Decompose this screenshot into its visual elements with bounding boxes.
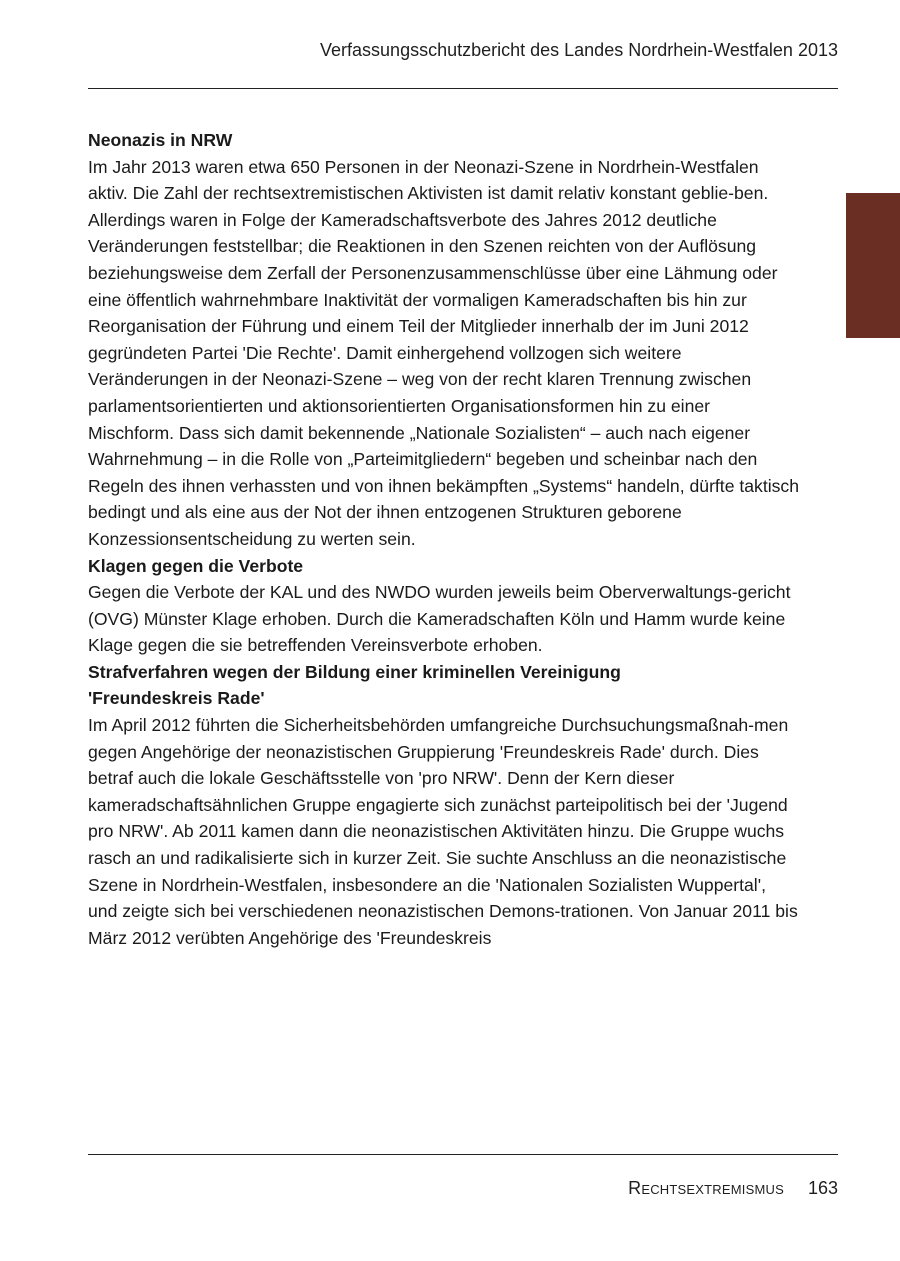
page-body xyxy=(88,127,800,951)
chapter-tab-marker xyxy=(846,193,900,338)
section-paragraph-neonazis: Im Jahr 2013 waren etwa 650 Personen in der Neonazi-Szene in Nordrhein-Westfalen aktiv. Die Zahl der rechtsextremistischen Aktivisten ist damit relativ konstant geblie-ben. Allerdings waren in Folge der Kameradschaftsverbote des Jahres 2012 deutliche Veränderungen feststellbar; die Reaktionen in den Szenen reichten von der Auflösung beziehungsweise dem Zerfall der Personenzusammenschlüsse über eine Lähmung oder eine öffentlich wahrnehmbare Inaktivität der vormaligen Kameradschaften bis hin zur Reorganisation der Führung und einem Teil der Mitglieder innerhalb der im Juni 2012 gegründeten Partei 'Die Rechte'. Damit einhergehend vollzogen sich weitere Veränderungen in der Neonazi-Szene – weg von der recht klaren Trennung zwischen parlamentsorientierten und aktionsorientierten Organisationsformen hin zu einer Mischform. Dass sich damit bekennende „Nationale Sozialisten“ – auch nach eigener Wahrnehmung – in die Rolle von „Parteimitgliedern“ begeben und scheinbar nach den Regeln des ihnen verhassten und von ihnen bekämpften „Systems“ handeln, dürfte taktisch bedingt und als eine aus der Not der ihnen entzogenen Strukturen geborene Konzessionsentscheidung zu werten sein. xyxy=(88,156,800,549)
section-heading-neonazis: Neonazis in NRW xyxy=(88,130,233,150)
footer-rule xyxy=(88,1154,838,1155)
running-header: Verfassungsschutzbericht des Landes Nordrhein-Westfalen 2013 xyxy=(320,40,838,60)
footer-section-label: Rechtsextremismus xyxy=(628,1178,784,1198)
section-paragraph-freundeskreis: Im April 2012 führten die Sicherheitsbehörden umfangreiche Durchsuchungsmaßnah-men gegen Angehörige der neonazistischen Gruppierung 'Freundeskreis Rade' durch. Dies betraf auch die lokale Geschäftsstelle von 'pro NRW'. Denn der Kern dieser kameradschaftsähnlichen Gruppe engagierte sich zunächst parteipolitisch bei der 'Jugend pro NRW'. Ab 2011 kamen dann die neonazistischen Aktivitäten hinzu. Die Gruppe wuchs rasch an und radikalisierte sich in kurzer Zeit. Sie suchte Anschluss an die neonazistische Szene in Nordrhein-Westfalen, insbesondere an die 'Nationalen Sozialisten Wuppertal', und zeigte sich bei verschiedenen neonazistischen Demons-trationen. Von Januar 2011 bis März 2012 verübten Angehörige des 'Freundeskreis xyxy=(88,715,798,948)
section-heading-strafverfahren: Strafverfahren wegen der Bildung einer kriminellen Vereinigung xyxy=(88,661,621,682)
section-heading-klagen: Klagen gegen die Verbote xyxy=(88,555,304,576)
section-heading-freundeskreis: 'Freundeskreis Rade' xyxy=(88,688,265,709)
page-number: 163 xyxy=(807,1178,838,1198)
running-footer xyxy=(628,1178,838,1199)
header-rule xyxy=(88,88,838,89)
section-paragraph-klagen: Gegen die Verbote der KAL und des NWDO wurden jeweils beim Oberverwaltungs-gericht (OVG) Münster Klage erhoben. Durch die Kameradschaften Köln und Hamm wurde keine Klage gegen die sie betreffenden Vereinsverbote erhoben. xyxy=(88,582,791,656)
